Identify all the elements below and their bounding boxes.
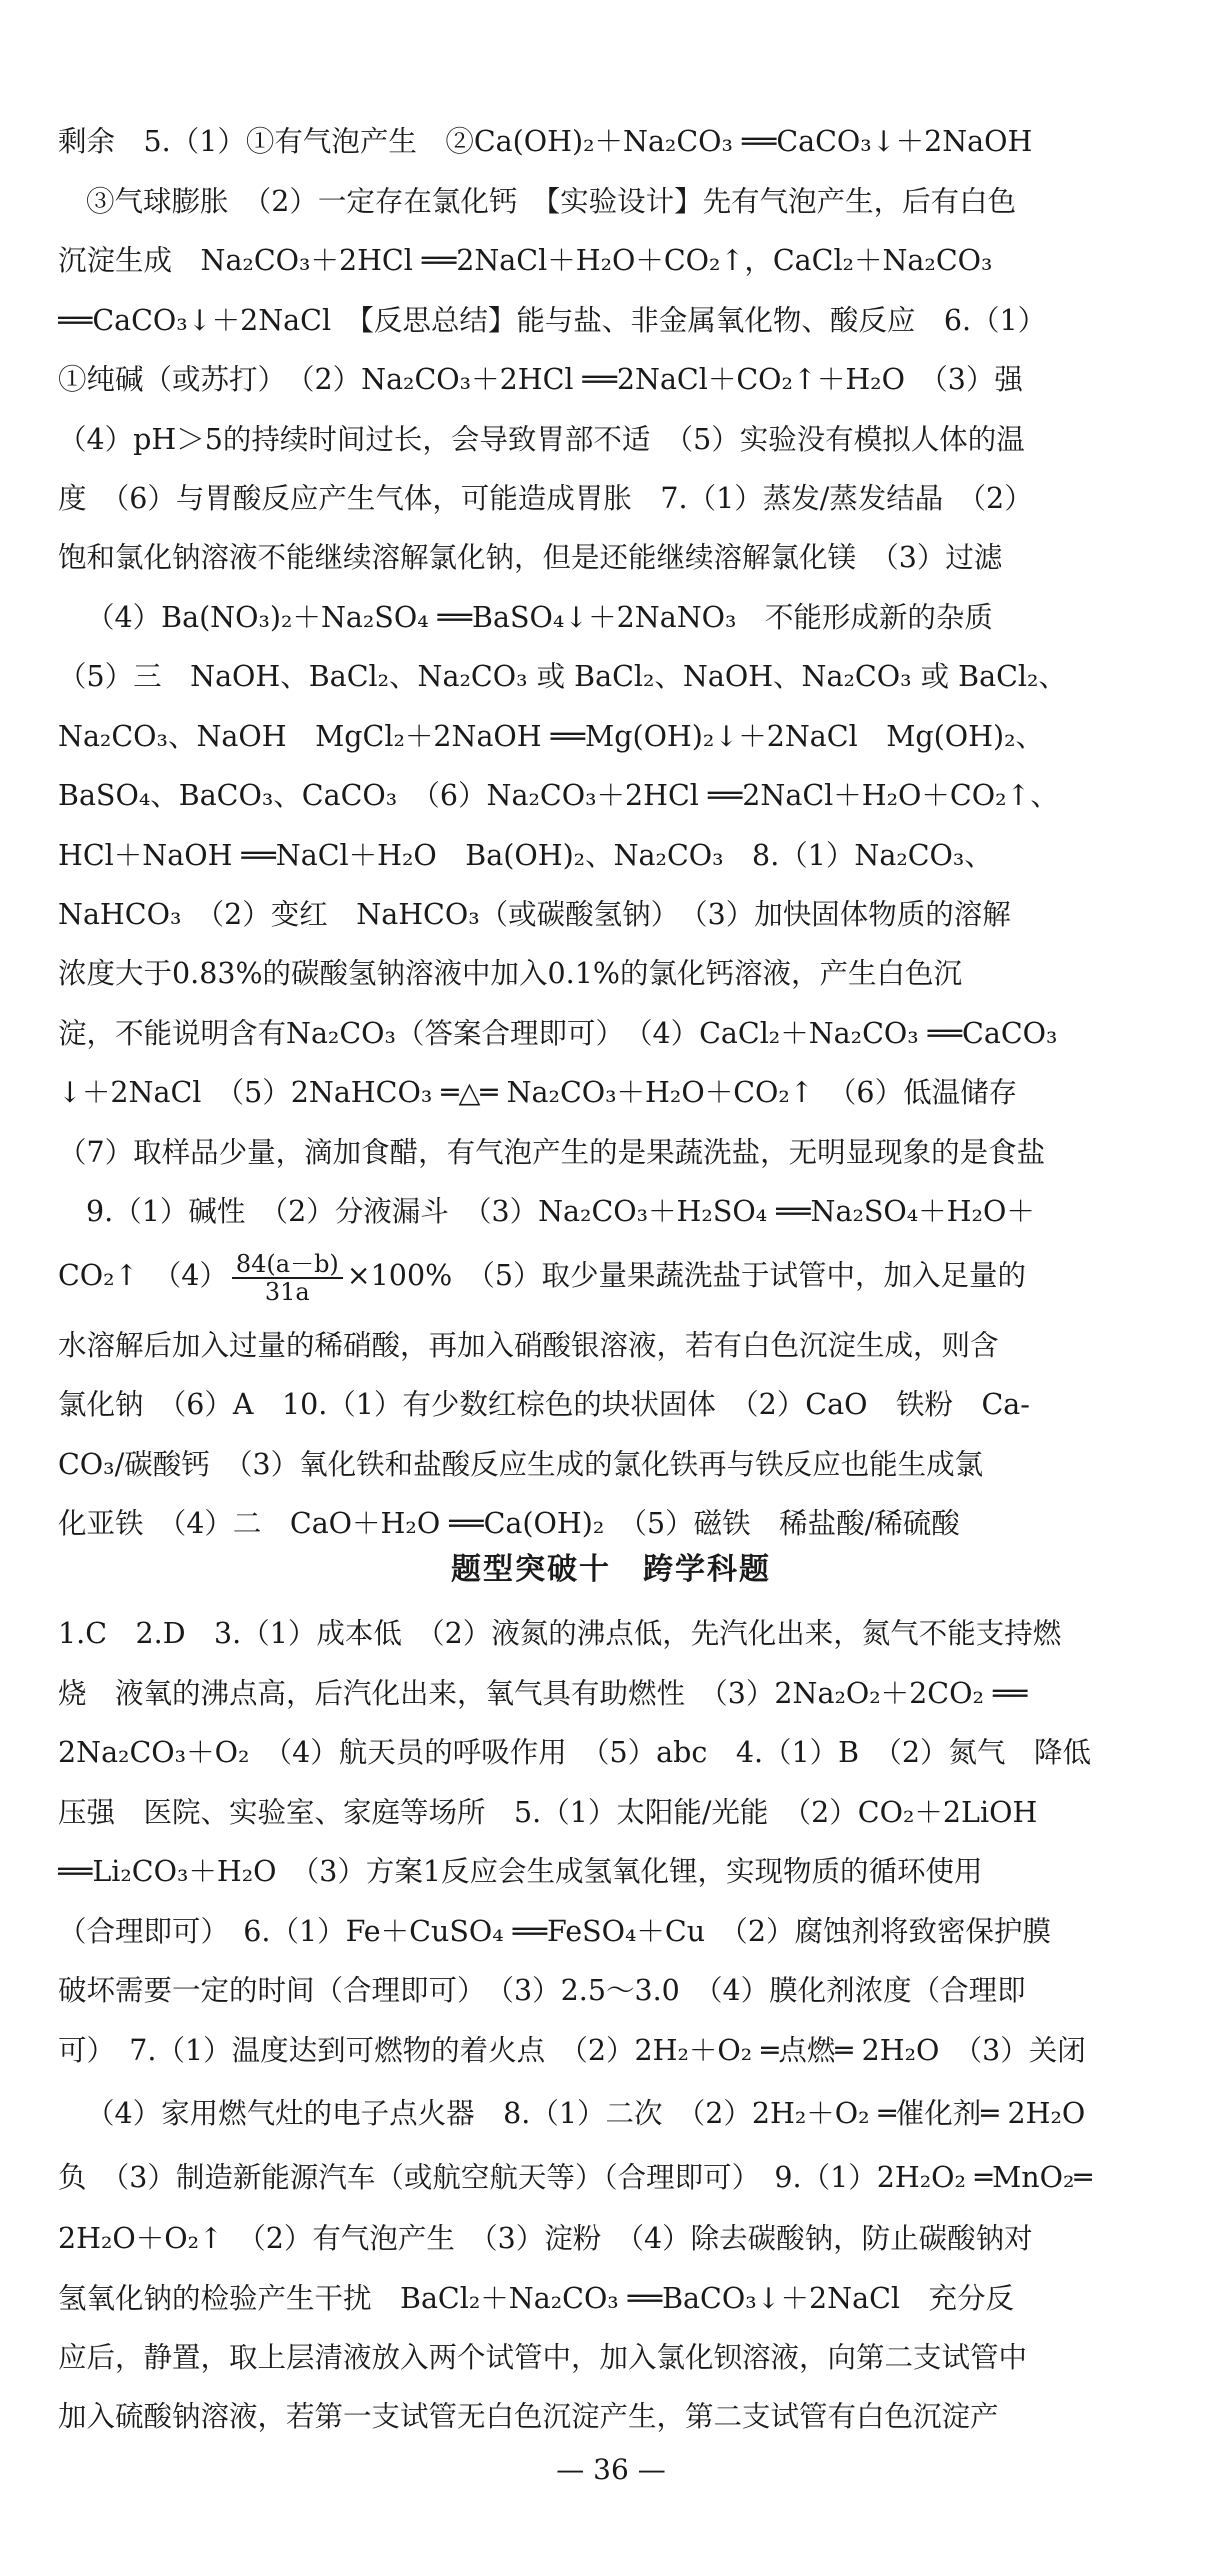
- text-line: 氯化钠 （6）A 10.（1）有少数红棕色的块状固体 （2）CaO 铁粉 Ca-: [58, 1388, 1030, 1421]
- text-line: 1.C 2.D 3.（1）成本低 （2）液氮的沸点低，先汽化出来，氮气不能支持燃: [58, 1617, 1062, 1650]
- page-number: — 36 —: [556, 2453, 666, 2486]
- text-line: 负 （3）制造新能源汽车（或航空航天等）（合理即可） 9.（1）2H₂O₂ ═MnO₂═: [58, 2161, 1092, 2194]
- text-line: 浓度大于0.83%的碳酸氢钠溶液中加入0.1%的氯化钙溶液，产生白色沉: [58, 957, 962, 990]
- text-line: 沉淀生成 Na₂CO₃＋2HCl ══2NaCl＋H₂O＋CO₂↑，CaCl₂＋Na₂CO₃: [58, 244, 993, 277]
- text-line: （4）家用燃气灶的电子点火器 8.（1）二次 （2）2H₂＋O₂ ═催化剂═ 2H₂O: [86, 2097, 1086, 2130]
- text-line: 淀，不能说明含有Na₂CO₃（答案合理即可） （4）CaCl₂＋Na₂CO₃ ══CaCO₃: [58, 1017, 1058, 1050]
- fraction-line-before: CO₂↑ （4）: [58, 1259, 228, 1292]
- text-line: 应后，静置，取上层清液放入两个试管中，加入氯化钡溶液，向第二支试管中: [58, 2341, 1028, 2374]
- section-heading: 题型突破十 跨学科题: [451, 1552, 771, 1587]
- text-line: 化亚铁 （4）二 CaO＋H₂O ══Ca(OH)₂ （5）磁铁 稀盐酸/稀硫酸: [58, 1507, 960, 1540]
- text-line: 压强 医院、实验室、家庭等场所 5.（1）太阳能/光能 （2）CO₂＋2LiOH: [58, 1796, 1038, 1829]
- text-line: 烧 液氧的沸点高，后汽化出来，氧气具有助燃性 （3）2Na₂O₂＋2CO₂ ══: [58, 1677, 1028, 1710]
- text-line: ══Li₂CO₃＋H₂O （3）方案1反应会生成氢氧化锂，实现物质的循环使用: [58, 1855, 983, 1888]
- text-line: ↓＋2NaCl （5）2NaHCO₃ ═△═ Na₂CO₃＋H₂O＋CO₂↑ （6）低温储存: [58, 1076, 1018, 1109]
- text-line: ══CaCO₃↓＋2NaCl 【反思总结】能与盐、非金属氧化物、酸反应 6.（1）: [58, 304, 1047, 337]
- text-line: 氢氧化钠的检验产生干扰 BaCl₂＋Na₂CO₃ ══BaCO₃↓＋2NaCl 充分反: [58, 2282, 1015, 2315]
- text-line: 加入硫酸钠溶液，若第一支试管无白色沉淀产生，第二支试管有白色沉淀产: [58, 2400, 999, 2433]
- text-line: 破坏需要一定的时间（合理即可） （3）2.5～3.0 （4）膜化剂浓度（合理即: [58, 1974, 1026, 2007]
- text-line: HCl＋NaOH ══NaCl＋H₂O Ba(OH)₂、Na₂CO₃ 8.（1）Na₂CO₃、: [58, 839, 993, 872]
- text-line: 饱和氯化钠溶液不能继续溶解氯化钠，但是还能继续溶解氯化镁 （3）过滤: [58, 541, 1003, 574]
- text-line: 可） 7.（1）温度达到可燃物的着火点 （2）2H₂＋O₂ ═点燃═ 2H₂O （3）关闭: [58, 2034, 1086, 2067]
- text-line: 2Na₂CO₃＋O₂ （4）航天员的呼吸作用 （5）abc 4.（1）B （2）氮气 降低: [58, 1736, 1091, 1769]
- text-line: ③气球膨胀 （2）一定存在氯化钙 【实验设计】先有气泡产生，后有白色: [86, 185, 1017, 218]
- text-line: BaSO₄、BaCO₃、CaCO₃ （6）Na₂CO₃＋2HCl ══2NaCl＋H₂O＋CO₂↑、: [58, 779, 1059, 812]
- text-line: 剩余 5.（1）①有气泡产生 ②Ca(OH)₂＋Na₂CO₃ ══CaCO₃↓＋2NaOH: [58, 125, 1033, 158]
- text-line: （5）三 NaOH、BaCl₂、Na₂CO₃ 或 BaCl₂、NaOH、Na₂CO₃ 或 BaCl₂、: [58, 660, 1067, 693]
- text-line: （合理即可） 6.（1）Fe＋CuSO₄ ══FeSO₄＋Cu （2）腐蚀剂将致密保护膜: [58, 1915, 1051, 1948]
- text-line: 9.（1）碱性 （2）分液漏斗 （3）Na₂CO₃＋H₂SO₄ ══Na₂SO₄＋H₂O＋: [86, 1195, 1035, 1228]
- text-line: ①纯碱（或苏打） （2）Na₂CO₃＋2HCl ══2NaCl＋CO₂↑＋H₂O （3）强: [58, 363, 1023, 396]
- text-line: 度 （6）与胃酸反应产生气体，可能造成胃胀 7.（1）蒸发/蒸发结晶 （2）: [58, 482, 1033, 515]
- fraction: [232, 1251, 343, 1305]
- text-line: Na₂CO₃、NaOH MgCl₂＋2NaOH ══Mg(OH)₂↓＋2NaCl Mg(OH)₂、: [58, 720, 1045, 753]
- fraction-line: [58, 1246, 1166, 1316]
- text-line: NaHCO₃ （2）变红 NaHCO₃（或碳酸氢钠） （3）加快固体物质的溶解: [58, 898, 1011, 931]
- text-line: 水溶解后加入过量的稀硝酸，再加入硝酸银溶液，若有白色沉淀生成，则含: [58, 1329, 999, 1362]
- text-line: 2H₂O＋O₂↑ （2）有气泡产生 （3）淀粉 （4）除去碳酸钠，防止碳酸钠对: [58, 2222, 1033, 2255]
- text-line: （7）取样品少量，滴加食醋，有气泡产生的是果蔬洗盐，无明显现象的是食盐: [58, 1136, 1046, 1169]
- text-line: CO₃/碳酸钙 （3）氧化铁和盐酸反应生成的氯化铁再与铁反应也能生成氯: [58, 1448, 984, 1481]
- fraction-denominator: 31a: [264, 1277, 310, 1306]
- fraction-line-after: ×100% （5）取少量果蔬洗盐于试管中，加入足量的: [346, 1259, 1027, 1292]
- text-line: （4）Ba(NO₃)₂＋Na₂SO₄ ══BaSO₄↓＋2NaNO₃ 不能形成新的杂质: [86, 601, 993, 634]
- fraction-numerator: 84(a－b): [232, 1251, 343, 1279]
- text-line: （4）pH＞5的持续时间过长，会导致胃部不适 （5）实验没有模拟人体的温: [58, 423, 1025, 456]
